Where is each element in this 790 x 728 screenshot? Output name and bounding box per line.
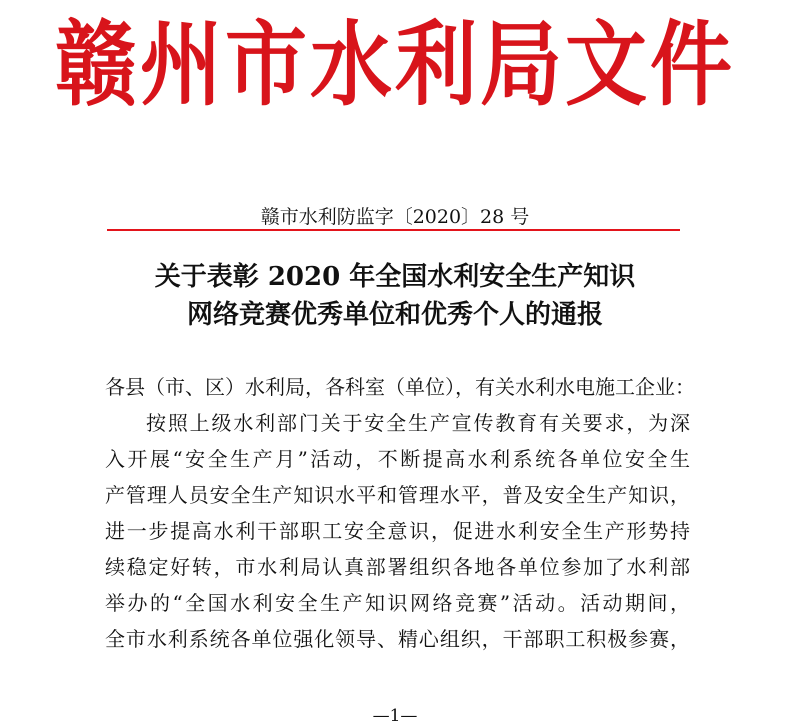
body-line: 入开展“安全生产月”活动，不断提高水利系统各单位安全生 [105, 447, 690, 471]
body-line-addressee: 各县（市、区）水利局，各科室（单位），有关水利水电施工企业： [105, 375, 695, 399]
body-line: 全市水利系统各单位强化领导、精心组织，干部职工积极参赛， [105, 627, 690, 651]
body-line: 产管理人员安全生产知识水平和管理水平，普及安全生产知识， [105, 483, 690, 507]
document-masthead: 赣州市水利局文件 [54, 11, 735, 119]
body-line: 举办的“全国水利安全生产知识网络竞赛”活动。活动期间， [105, 591, 690, 615]
body-line: 进一步提高水利干部职工安全意识，促进水利安全生产形势持 [105, 519, 690, 543]
body-line: 续稳定好转，市水利局认真部署组织各地各单位参加了水利部 [105, 555, 690, 579]
red-separator-line [107, 229, 680, 231]
notice-title-line-2: 网络竞赛优秀单位和优秀个人的通报 [186, 300, 603, 330]
page-number: —1— [372, 706, 418, 726]
notice-body [105, 369, 695, 657]
document-number: 赣市水利防监字〔2020〕28 号 [260, 206, 530, 228]
notice-title [0, 258, 790, 334]
notice-title-line-1: 关于表彰 2020 年全国水利安全生产知识 [154, 262, 636, 292]
body-line: 按照上级水利部门关于安全生产宣传教育有关要求，为深 [146, 411, 690, 435]
